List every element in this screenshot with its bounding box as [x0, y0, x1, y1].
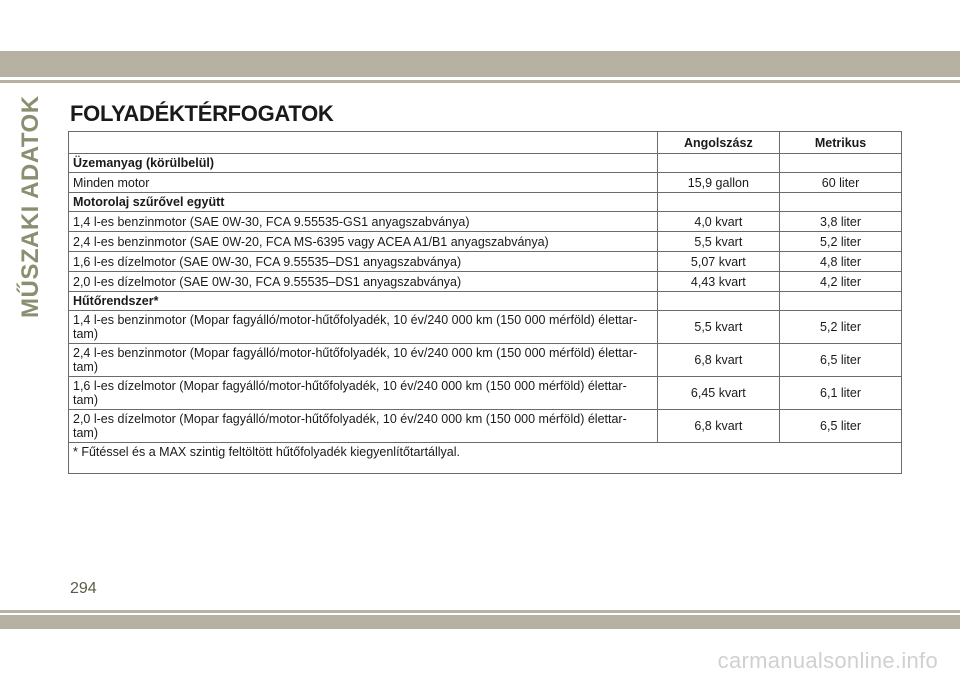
row-metric: 3,8 liter [780, 212, 902, 232]
row-label [69, 311, 658, 344]
row-metric: 5,2 liter [780, 311, 902, 344]
table-row [69, 377, 902, 410]
row-label [69, 344, 658, 377]
table-footnote: * Fűtéssel és a MAX szintig feltöltött hűtőfolyadék kiegyenlítőtartállyal. [69, 443, 902, 474]
row-label-line2: tam) [73, 360, 98, 374]
row-imperial: 5,07 kvart [657, 252, 779, 272]
table-row [69, 252, 902, 272]
row-metric: 5,2 liter [780, 232, 902, 252]
row-imperial: 4,43 kvart [657, 272, 779, 292]
row-label-line2: tam) [73, 327, 98, 341]
row-label-line2: tam) [73, 426, 98, 440]
row-metric: 6,5 liter [780, 410, 902, 443]
row-label: Motorolaj szűrővel együtt [69, 193, 658, 212]
header-label [69, 132, 658, 154]
table-row [69, 173, 902, 193]
table-row [69, 344, 902, 377]
table-row [69, 410, 902, 443]
row-imperial [657, 154, 779, 173]
table-row [69, 292, 902, 311]
page-number: 294 [70, 580, 97, 597]
row-label: 2,4 l-es benzinmotor (SAE 0W-20, FCA MS-6395 vagy ACEA A1/B1 anyagszabványa) [69, 232, 658, 252]
row-imperial: 6,8 kvart [657, 410, 779, 443]
row-imperial: 15,9 gallon [657, 173, 779, 193]
row-label: Minden motor [69, 173, 658, 193]
table-row [69, 272, 902, 292]
bottom-footer-band [0, 615, 960, 629]
row-metric: 6,1 liter [780, 377, 902, 410]
row-imperial [657, 193, 779, 212]
header-metric: Metrikus [780, 132, 902, 154]
table-row [69, 311, 902, 344]
row-label-line2: tam) [73, 393, 98, 407]
row-imperial: 5,5 kvart [657, 311, 779, 344]
row-label [69, 410, 658, 443]
row-label: 2,0 l-es dízelmotor (SAE 0W-30, FCA 9.55535–DS1 anyagszabványa) [69, 272, 658, 292]
table-row [69, 193, 902, 212]
table-row [69, 232, 902, 252]
row-imperial: 5,5 kvart [657, 232, 779, 252]
row-imperial: 4,0 kvart [657, 212, 779, 232]
row-metric [780, 154, 902, 173]
row-metric [780, 292, 902, 311]
table-header-row [69, 132, 902, 154]
row-metric: 4,8 liter [780, 252, 902, 272]
row-metric: 4,2 liter [780, 272, 902, 292]
row-label [69, 377, 658, 410]
header-imperial: Angolszász [657, 132, 779, 154]
row-label-line1: 1,4 l-es benzinmotor (Mopar fagyálló/motor-hűtőfolyadék, 10 év/240 000 km (150 000 mérföld) élettar- [73, 313, 638, 327]
row-label-line1: 1,6 l-es dízelmotor (Mopar fagyálló/motor-hűtőfolyadék, 10 év/240 000 km (150 000 mérföld) élettar- [73, 379, 627, 393]
table-row [69, 212, 902, 232]
row-imperial: 6,8 kvart [657, 344, 779, 377]
row-imperial [657, 292, 779, 311]
row-metric: 60 liter [780, 173, 902, 193]
table-footnote-row [69, 443, 902, 474]
watermark: carmanualsonline.info [717, 648, 938, 673]
row-label: 1,6 l-es dízelmotor (SAE 0W-30, FCA 9.55535–DS1 anyagszabványa) [69, 252, 658, 272]
row-metric [780, 193, 902, 212]
row-label: Hűtőrendszer* [69, 292, 658, 311]
row-label-line1: 2,0 l-es dízelmotor (Mopar fagyálló/motor-hűtőfolyadék, 10 év/240 000 km (150 000 mérföld) élettar- [73, 412, 627, 426]
top-header-band [0, 51, 960, 77]
top-header-rule [0, 80, 960, 83]
table-row [69, 154, 902, 173]
page-title: FOLYADÉKTÉRFOGATOK [70, 101, 334, 126]
row-imperial: 6,45 kvart [657, 377, 779, 410]
bottom-footer-rule [0, 610, 960, 613]
row-metric: 6,5 liter [780, 344, 902, 377]
row-label-line1: 2,4 l-es benzinmotor (Mopar fagyálló/motor-hűtőfolyadék, 10 év/240 000 km (150 000 mérföld) élettar- [73, 346, 638, 360]
fluid-capacities-table [68, 131, 902, 474]
row-label: Üzemanyag (körülbelül) [69, 154, 658, 173]
row-label: 1,4 l-es benzinmotor (SAE 0W-30, FCA 9.55535-GS1 anyagszabványa) [69, 212, 658, 232]
section-side-label: MŰSZAKI ADATOK [17, 95, 44, 318]
